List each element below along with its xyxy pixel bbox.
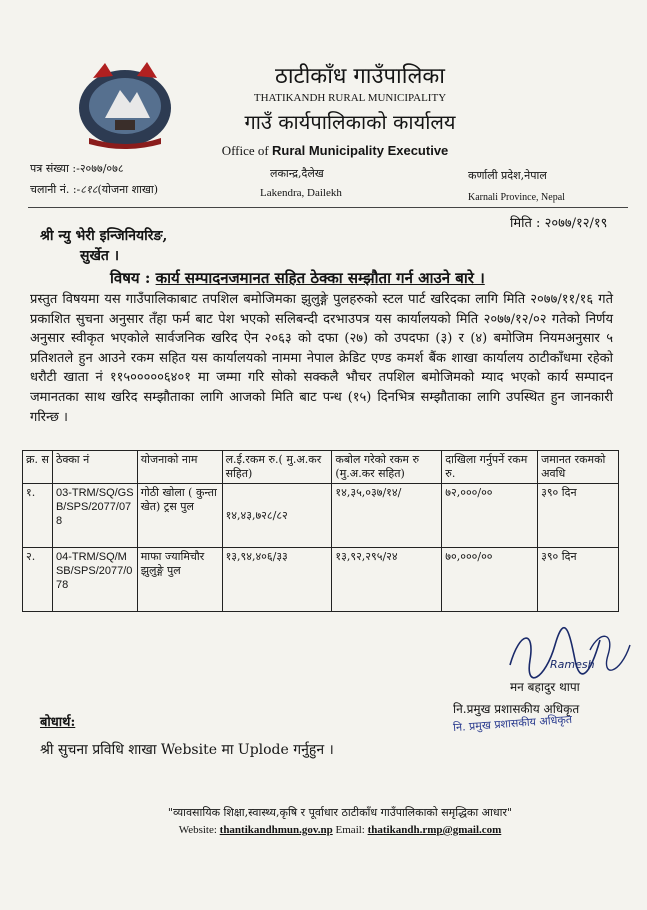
col-header: ठेक्का नं: [52, 451, 137, 484]
subject-label: विषय :: [110, 269, 151, 287]
table-row: [23, 548, 619, 612]
cc-title: बोधार्थ:: [40, 715, 76, 730]
cell-deposit: ७२,०००/००: [442, 484, 538, 548]
cell-period: ३९० दिन: [538, 484, 619, 548]
col-header: क्र. स: [23, 451, 53, 484]
footer-contact: [60, 824, 620, 836]
table-row: [23, 484, 619, 548]
col-header: दाखिला गर्नुपर्ने रकम रु.: [442, 451, 538, 484]
col-header: कबोल गरेको रकम रु (मु.अ.कर सहित): [332, 451, 442, 484]
cell-name: गोठी खोला ( कुन्ता खेत) ट्रस पुल: [137, 484, 222, 548]
dispatch-label: चलानी नं. :-: [30, 183, 81, 196]
cell-contract: 04-TRM/SQ/MSB/SPS/2077/078: [52, 548, 137, 612]
office-bold: Rural Municipality Executive: [272, 143, 449, 158]
cell-sn: २.: [23, 548, 53, 612]
cell-deposit: ७०,०००/००: [442, 548, 538, 612]
office-prefix: Office of: [221, 143, 272, 158]
col-header: योजनाको नाम: [137, 451, 222, 484]
website-label: Website:: [178, 824, 220, 836]
contract-table: [22, 450, 619, 612]
recipient-place: सुर्खेत ।: [80, 248, 120, 264]
dispatch-handwritten: ८१८: [80, 183, 98, 196]
location-en: Lakendra, Dailekh: [260, 187, 342, 199]
cell-sn: १.: [23, 484, 53, 548]
header-divider: [28, 207, 628, 208]
signature-text: Ramesh: [550, 658, 595, 671]
table-header-row: [23, 451, 619, 484]
col-header: ल.ई.रकम रु.( मु.अ.कर सहित): [222, 451, 332, 484]
subject-text: कार्य सम्पादनजमानत सहित ठेक्का सम्झौता गर्न आउने बारे ।: [155, 269, 485, 287]
office-name-ne: ठाटीकाँध गाउँपालिका: [275, 64, 445, 89]
dispatch-suffix: (योजना शाखा): [97, 183, 159, 196]
letter-date: मिति : २०७७/१२/१९: [510, 216, 608, 231]
subject: [110, 268, 485, 288]
signer-name: मन बहादुर थापा: [510, 680, 580, 694]
cell-estimate: १४,४३,७२८/८२: [222, 484, 332, 548]
cell-name: माफा ज्यामिचौर झुलुङ्गे पुल: [137, 548, 222, 612]
col-header: जमानत रकमको अवधि: [538, 451, 619, 484]
location-ne: लकान्द्र,दैलेख: [270, 167, 324, 180]
dispatch-number: [30, 182, 158, 197]
ref-number: पत्र संख्या :-२०७७/०७८: [30, 162, 124, 175]
official-stamp: नि. प्रमुख प्रशासकीय अधिकृत: [452, 712, 573, 735]
letter-body: प्रस्तुत विषयमा यस गाउँपालिकाबाट तपशिल बमोजिमका झुलुङ्गे पुलहरुको स्टल पार्ट खरिदका लागि मिति २०७७/११/१६ गते प्रकाशित सुचना अनुसार तँहा फर्म बाट पेश भएको सलिबन्दी दरभाउपत्र यस कार्यालयको मिति २०७७/१२/०२ गतेको निर्णय अनुसार स्वीकृत भएकोले सार्वजनिक खरिद ऐन २०६३ को दफा (२७) को उपदफा (३) र (४) बमोजिम नियमअनुसार ५ प्रतिशतले हुन आउने रकम सहित यस कार्यालयको नाममा नेपाल क्रेडिट एण्ड कमर्श बैंक शाखा कार्यालय ठाटीकाँधमा रहेको धरौटी खाता नं ११५०००००६४०१ मा जम्मा गरि सोको सक्कलै भौचर तपशिल बमोजिमको म्याद भएको कार्य सम्पादन जमानतका साथ खरिद सम्झौताका लागि आजको मिति बाट पन्ध (१५) दिनभित्र सम्झौताका लागि उपस्थित हुन जानकारी गरिन्छ ।: [30, 292, 613, 425]
cell-estimate: १३,९४,४०६/३३: [222, 548, 332, 612]
email-label: Email:: [332, 824, 368, 836]
website-link[interactable]: thantikandhmun.gov.np: [219, 824, 333, 836]
nepal-emblem-icon: [75, 58, 175, 150]
cell-bid: १३,९२,२९५/२४: [332, 548, 442, 612]
recipient-name: श्री न्यु भेरी इन्जिनियरिङ,: [40, 228, 168, 244]
footer-slogan: "व्यावसायिक शिक्षा,स्वास्थ्य,कृषि र पूर्वाधार ठाटीकाँध गाउँपालिकाको समृद्धिका आधार": [167, 806, 513, 819]
province-ne: कर्णाली प्रदेश,नेपाल: [468, 169, 547, 182]
cell-period: ३९० दिन: [538, 548, 619, 612]
recipient: [40, 226, 167, 266]
email-link[interactable]: thatikandh.rmp@gmail.com: [367, 824, 502, 836]
cc-recipient: श्री सुचना प्रविधि शाखा Website मा Uplode गर्नुहुन ।: [40, 742, 334, 758]
cell-bid: १४,३५,०३७/१४/: [332, 484, 442, 548]
cell-contract: 03-TRM/SQ/GSB/SPS/2077/078: [52, 484, 137, 548]
signer-title: नि.प्रमुख प्रशासकीय अधिकृत: [453, 702, 580, 716]
office-subtitle-en: [195, 143, 475, 159]
office-name-en: THATIKANDH RURAL MUNICIPALITY: [253, 92, 447, 104]
province-en: Karnali Province, Nepal: [468, 192, 565, 203]
office-subtitle-ne: गाउँ कार्यपालिकाको कार्यालय: [244, 110, 456, 134]
